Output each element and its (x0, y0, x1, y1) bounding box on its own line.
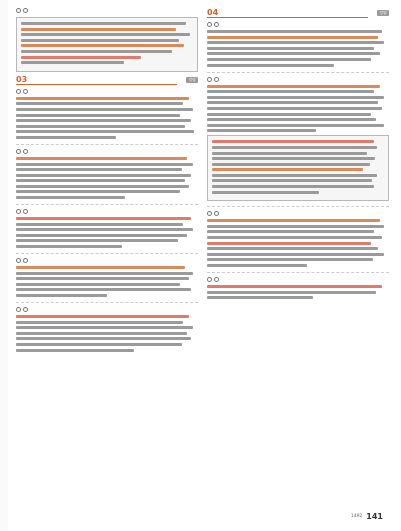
ox-marker (207, 77, 389, 83)
ox-marker (207, 22, 389, 28)
paragraph (16, 97, 198, 139)
paragraph (207, 285, 389, 299)
ox-marker (16, 149, 198, 155)
ox-marker (207, 277, 389, 283)
question-number: 03 (16, 75, 177, 85)
note-box (207, 135, 389, 201)
ox-marker (16, 209, 198, 215)
answer-tag: 정답 (379, 10, 387, 15)
paragraph (16, 157, 198, 199)
ox-marker (16, 89, 198, 95)
answer-tag: 정답 (188, 76, 196, 82)
explanation-box (16, 17, 198, 72)
paragraph (207, 30, 389, 67)
page-footer (351, 512, 383, 521)
ox-marker (16, 307, 198, 313)
question-header (207, 8, 389, 18)
page-prefix: 1492 (350, 514, 363, 519)
question-number: 04 (207, 8, 368, 18)
ox-marker (16, 8, 198, 14)
page-number: 141 (366, 512, 383, 521)
paragraph (16, 266, 198, 297)
right-column (207, 8, 389, 302)
page-margin (0, 0, 8, 531)
paragraph (16, 315, 198, 352)
paragraph (207, 85, 389, 133)
left-column (16, 8, 198, 354)
paragraph (16, 217, 198, 248)
paragraph (207, 219, 389, 267)
ox-marker (16, 258, 198, 264)
question-header (16, 75, 198, 85)
ox-marker (207, 211, 389, 217)
